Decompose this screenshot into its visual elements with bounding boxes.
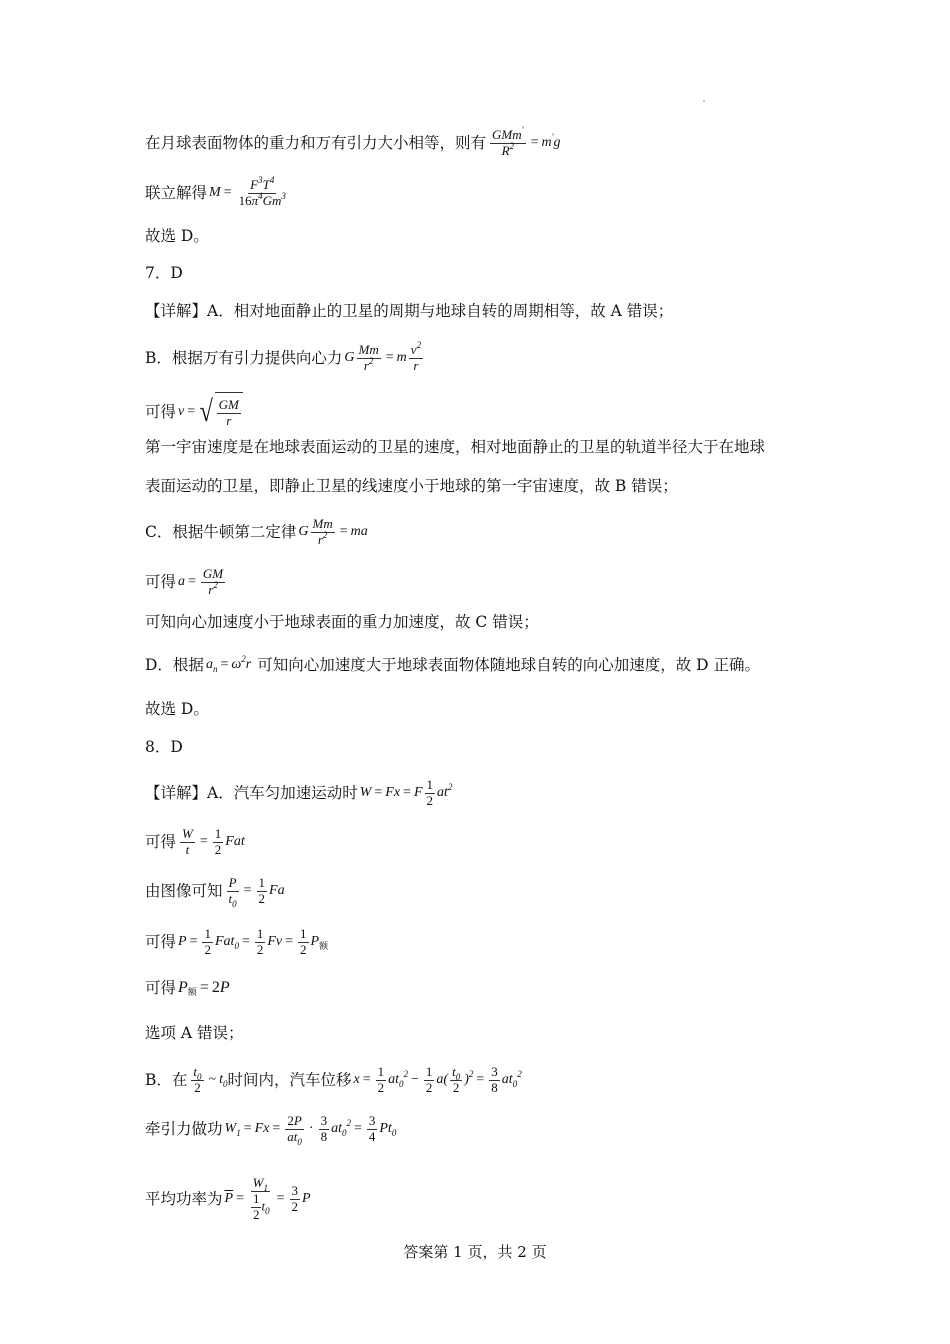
text-line: 选项 A 错误； xyxy=(145,1024,244,1042)
text-line: 【详解】A．相对地面静止的卫星的周期与地球自转的周期相等，故 A 错误； xyxy=(145,302,674,320)
text-line: C．根据牛顿第二定律 G $\frac{Mm}{r^2}$ = ma xyxy=(145,516,368,547)
text-line: B．根据万有引力提供向心力 G $\frac{Mm}{r^2}$ = m $\frac{v^2}{r}$ xyxy=(145,343,425,374)
question-number: 8．D xyxy=(145,738,183,756)
text-line: 可知向心加速度小于地球表面的重力加速度，故 C 错误； xyxy=(145,613,539,631)
text-line: 【详解】A．汽车匀加速运动时 W = Fx = F $\frac{1}{2}$ at 2 xyxy=(145,777,453,808)
equation-average-power: $\overline{P}$ = $W_1$ $\frac{1}{2}$ $t_0$ = $\frac{3}{2}$ P xyxy=(224,1175,311,1222)
equation-mass-result: M = $\frac{F^3T^4}{16\pi^4Gm^3}$ xyxy=(209,175,286,208)
equation-traction-work: W 1 = Fx = $\frac{2P}{at_0}$ · $\frac{3}{8}$ at 0 2 = $\frac{3}{4}$ Pt 0 xyxy=(224,1113,397,1147)
equation-acceleration: a = $\frac{GM}{r^2}$ xyxy=(178,566,224,597)
equation-gravity-equals-weight: $\frac{GMm'}{R^2}$ = m ' g xyxy=(492,125,561,158)
text-line: 牵引力做功 W 1 = Fx = $\frac{2P}{at_0}$ · $\frac{3}{8}$ at 0 2 = $\frac{3}{4}$ Pt 0 xyxy=(145,1113,397,1147)
text-line: D．根据 a n = ω 2 r 可知向心加速度大于地球表面物体随地球自转的向心加速度，故 D 正确。 xyxy=(145,654,760,674)
scan-artifact xyxy=(703,100,705,102)
equation-newton-second-law: G $\frac{Mm}{r^2}$ = ma xyxy=(298,516,368,547)
equation-displacement: x = $\frac{1}{2}$ at 0 2 − $\frac{1}{2}$ a( $\frac{t_0}{2}$ ) 2 = $\frac{3}{8}$ at 0 2 xyxy=(353,1064,522,1095)
text-line: 表面运动的卫星，即静止卫星的线速度小于地球的第一宇宙速度，故 B 错误； xyxy=(145,477,678,495)
text-line: B．在 $\frac{t_0}{2}$ ~ t 0 时间内，汽车位移 x = $\frac{1}{2}$ at 0 2 − $\frac{1}{2}$ a( $\frac{t_0}{2}$ ) 2 = $\frac{3}{8}$ at 0 2 xyxy=(145,1064,522,1095)
equation-graph-ratio: $\frac{P}{t_0}$ = $\frac{1}{2}$ Fa xyxy=(228,875,285,909)
text-line: 可得 P 额 = 2 P xyxy=(145,979,230,997)
equation-rated-power-double: P 额 = 2 P xyxy=(178,979,230,997)
equation-centripetal-acceleration: a n = ω 2 r xyxy=(205,654,252,674)
equation-power-rated: P = $\frac{1}{2}$ Fat 0 = $\frac{1}{2}$ Fv = $\frac{1}{2}$ P 额 xyxy=(178,926,329,957)
text-line: 可得 P = $\frac{1}{2}$ Fat 0 = $\frac{1}{2}$ Fv = $\frac{1}{2}$ P 额 xyxy=(145,926,329,957)
text-line: 由图像可知 $\frac{P}{t_0}$ = $\frac{1}{2}$ Fa xyxy=(145,875,285,909)
text-line: 可得 a = $\frac{GM}{r^2}$ xyxy=(145,567,227,598)
text-line: 第一宇宙速度是在地球表面运动的卫星的速度，相对地面静止的卫星的轨道半径大于在地球 xyxy=(145,438,766,456)
text-line: 在月球表面物体的重力和万有引力大小相等，则有 $\frac{GMm'}{R^2}$ = m ' g xyxy=(145,125,561,158)
page-footer: 答案第 1 页，共 2 页 xyxy=(403,1243,547,1261)
equation-velocity: v = √ $\frac{GM}{r}$ xyxy=(178,392,243,432)
equation-time-interval: $\frac{t_0}{2}$ ~ t 0 xyxy=(193,1064,228,1095)
text-line: 可得 v = √ $\frac{GM}{r}$ xyxy=(145,392,243,432)
text-line: 联立解得 M = $\frac{F^3T^4}{16\pi^4Gm^3}$ xyxy=(145,178,290,209)
text-line: 平均功率为 $\overline{P}$ = $W_1$ $\frac{1}{2}$ $t_0$ = $\frac{3}{2}$ P xyxy=(145,1175,311,1222)
text-line: 可得 $\frac{W}{t}$ = $\frac{1}{2}$ Fat xyxy=(145,826,245,857)
text-line: 故选 D。 xyxy=(145,227,209,245)
question-number: 7．D xyxy=(145,264,183,282)
equation-power-ratio: $\frac{W}{t}$ = $\frac{1}{2}$ Fat xyxy=(182,826,245,857)
equation-centripetal-force: G $\frac{Mm}{r^2}$ = m $\frac{v^2}{r}$ xyxy=(344,340,422,373)
equation-work: W = Fx = F $\frac{1}{2}$ at 2 xyxy=(359,777,453,808)
text-line: 故选 D。 xyxy=(145,700,209,718)
